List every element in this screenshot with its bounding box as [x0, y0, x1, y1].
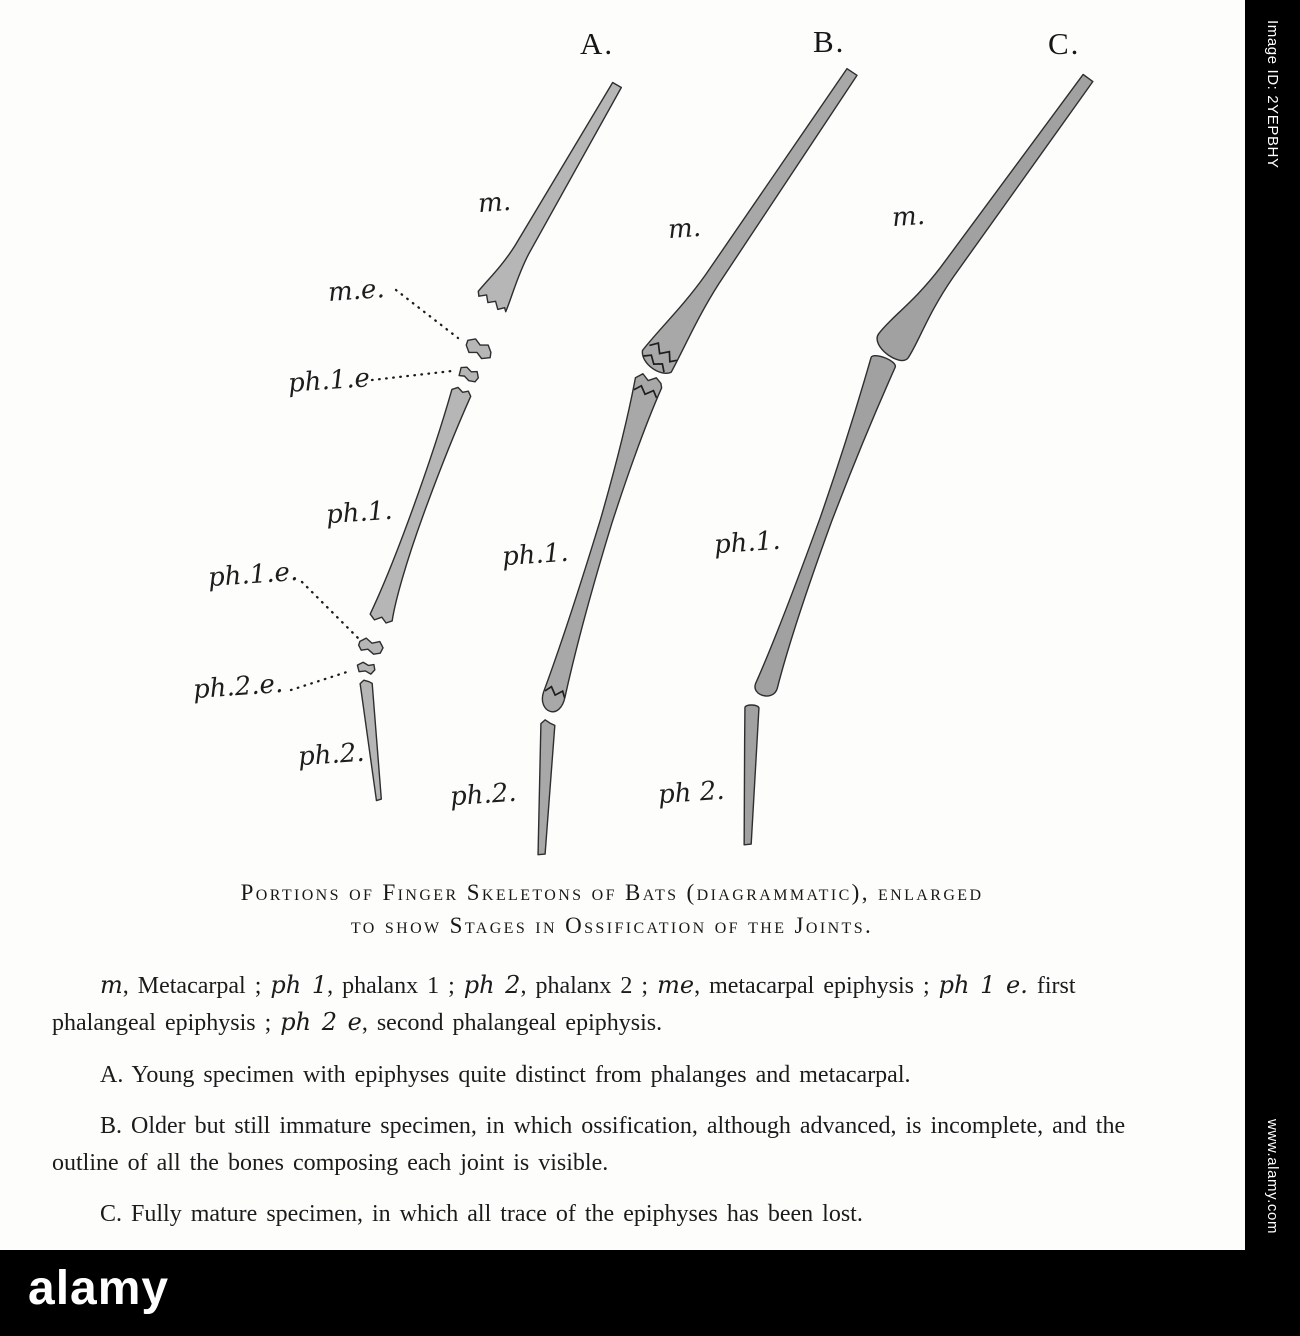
label-a-metacarpal-epiphysis: m.e.	[327, 274, 386, 308]
description-c: C. Fully mature specimen, in which all trace of the epiphyses has been lost.	[100, 1201, 863, 1228]
label-b-phalanx2: ph.2.	[449, 777, 518, 813]
description-b: B. Older but still immature specimen, in which ossification, although advanced, is incomplete, and the outline of all the bones composing each joint is visible.	[52, 1113, 1126, 1176]
specimen-b-letter: B.	[813, 24, 846, 59]
label-a-phalanx1-epiphysis-upper: ph.1.e	[287, 363, 371, 399]
alamy-logo: alamy	[28, 1262, 170, 1315]
label-a-phalanx1-epiphysis-lower: ph.1.e.	[207, 556, 300, 594]
watermark-right-strip	[1245, 0, 1300, 1336]
label-b-metacarpal: m.	[666, 212, 702, 246]
description-a: A. Young specimen with epiphyses quite distinct from phalanges and metacarpal.	[100, 1061, 911, 1088]
caption-line-2: to show Stages in Ossification of the Joints.	[350, 913, 874, 939]
specimen-c-letter: C.	[1048, 26, 1081, 61]
leader-line-ph2e	[291, 671, 350, 690]
figure-caption	[52, 876, 1172, 943]
leader-line-ph1e-upper	[372, 371, 452, 380]
leader-line-ph1e-lower	[302, 582, 360, 640]
specimen-a-metacarpal-epiphysis	[463, 335, 495, 363]
label-c-metacarpal: m.	[890, 200, 926, 234]
figure-text-block	[52, 876, 1172, 1233]
leader-line-me	[396, 290, 458, 338]
specimen-a-phalanx2-epiphysis	[356, 661, 376, 675]
image-id-label: Image ID: 2YEPBHY	[1264, 20, 1281, 169]
label-a-metacarpal: m.	[476, 186, 512, 220]
specimen-a-letter: A.	[580, 26, 615, 61]
abbreviation-key: m, Metacarpal ; ph 1, phalanx 1 ; ph 2, phalanx 2 ; me, metacarpal epiphysis ; ph 1 e. first phalangeal epiphysis ; ph 2 e, second phalangeal epiphysis.	[52, 970, 1076, 1037]
specimen-b-phalanx2	[534, 720, 555, 856]
alamy-url: www.alamy.com	[1264, 1118, 1281, 1234]
label-b-phalanx1: ph.1.	[501, 537, 570, 573]
label-a-phalanx2: ph.2.	[297, 737, 366, 773]
watermark-bottom-bar	[0, 1250, 1300, 1336]
specimen-a-phalanx1-epiphysis-upper	[457, 364, 480, 384]
label-a-phalanx2-epiphysis: ph.2.e.	[192, 668, 285, 706]
label-c-phalanx2: ph 2.	[657, 775, 726, 811]
specimen-a-phalanx1-epiphysis-lower	[357, 636, 384, 657]
specimen-c-phalanx2	[740, 705, 759, 845]
caption-line-1: Portions of Finger Skeletons of Bats (diagrammatic), enlarged	[240, 880, 984, 905]
label-c-phalanx1: ph.1.	[713, 525, 782, 561]
label-a-phalanx1: ph.1.	[325, 495, 394, 531]
